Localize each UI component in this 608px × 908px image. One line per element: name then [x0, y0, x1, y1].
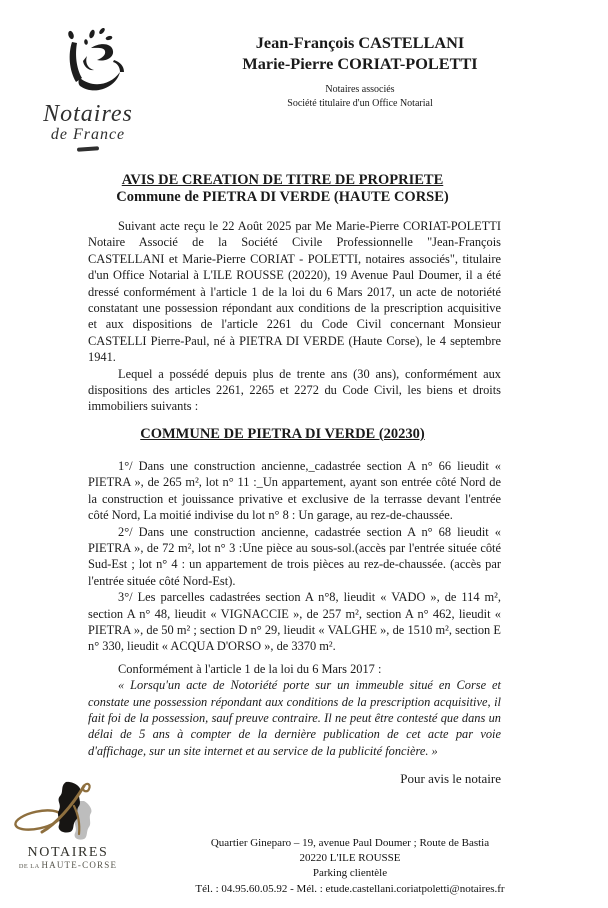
office-subtitle-associes: Notaires associés: [325, 84, 395, 95]
legal-quote: « Lorsqu'un acte de Notoriété porte sur un immeuble situé en Corse et constate une possession répondant aux conditions de la prescription acquisitive, il fait foi de la possession, sauf preuve contraire. Il ne peut être contesté que dans un délai de 5 ans à compter de la dernière publication de cet acte par voie d'affichage, sur un site internet et au service de la publicité foncière. »: [88, 678, 501, 758]
section-heading-text: COMMUNE DE PIETRA DI VERDE (20230): [140, 425, 425, 442]
office-names: [218, 32, 502, 110]
footer-contact-line: Tél. : 04.95.60.05.92 - Mél. : etude.castellani.coriatpoletti@notaires.fr: [195, 882, 505, 895]
footer-address-parking: Parking clientèle: [312, 867, 388, 880]
footer-logo-dela-text: DE LA: [18, 863, 42, 870]
footer-address-block: [150, 836, 550, 897]
notaires-de-france-emblem-icon: [42, 28, 134, 100]
footer-logo-hautecorse-text: HAUTE-CORSE: [41, 860, 118, 870]
footer-logo-region-text: [10, 860, 126, 872]
footer-address-city: 20220 L'ILE ROUSSE: [299, 852, 401, 865]
office-subtitle-societe: Société titulaire d'un Office Notarial: [287, 97, 433, 109]
corsica-emblem-icon: [14, 780, 122, 840]
notary-name-1: Jean-François CASTELLANI: [255, 33, 465, 52]
logo-dash: [77, 146, 99, 152]
logo-text-de-france: de France: [50, 126, 126, 143]
notaires-de-france-logo: [28, 28, 148, 151]
document-title: AVIS DE CREATION DE TITRE DE PROPRIETE: [121, 172, 444, 188]
paragraph-parcelles: 3°/ Les parcelles cadastrées section A n°8, lieudit « VADO », de 114 m², section A n° 48, lieudit « VIGNACCIE », de 257 m², section A n° 462, lieudit « PIETRA », de 50 m² ; section D n° 29, lieudit « VALGHE », de 1510 m², section E n° 330, lieudit « ACQUA D'ORSO », de 3370 m².: [88, 590, 501, 654]
signoff: Pour avis le notaire: [400, 771, 501, 787]
document-title-block: [88, 172, 501, 206]
paragraph-acte: Suivant acte reçu le 22 Août 2025 par Me Marie-Pierre CORIAT-POLETTI Notaire Associé de la Société Civile Professionnelle "Jean-François CASTELLANI et Marie-Pierre CORIAT - POLETTI, notaires associés", titulaire d'un Office Notarial à L'ILE ROUSSE (20220), 19 Avenue Paul Doumer, il a été dressé conformément à l'article 1 de la loi du 6 Mars 2017, un acte de notoriété constatant une possession répondant aux conditions de la prescription acquisitive et aux dispositions de l'article 2261 du Code Civil concernant Monsieur CASTELLI Pierre-Paul, né à PIETRA DI VERDE (Haute Corse), le 4 septembre 1941.: [88, 219, 501, 365]
document-body: [88, 172, 501, 788]
paragraph-conformement: Conformément à l'article 1 de la loi du 6 Mars 2017 :: [118, 661, 382, 676]
paragraph-lot-2: 2°/ Dans une construction ancienne, cadastrée section A n° 68 lieudit « PIETRA », de 72 m², lot n° 3 :Une pièce au sous-sol.(accès par l'entrée située côté Sud-Est ; lot n° 4 : un appartement de trois pièces au rez-de-chaussée. (accès par l'entrée située côté Nord-Est).: [88, 524, 501, 588]
section-heading-commune: [88, 426, 501, 443]
paragraph-possession: Lequel a possédé depuis plus de trente ans (30 ans), conformément aux dispositions des articles 2261, 2265 et 2272 du Code Civil, les biens et droits immobiliers suivants :: [88, 366, 501, 414]
notary-name-2: Marie-Pierre CORIAT-POLETTI: [242, 54, 478, 73]
notaires-haute-corse-logo: [10, 780, 126, 872]
paragraph-lot-1: 1°/ Dans une construction ancienne,_cadastrée section A n° 66 lieudit « PIETRA », de 265 m², lot n° 11 :_Un appartement, ayant son entrée côté Nord de la construction et jouissance privative et exclusive de la terrasse devant l'entrée côté Nord, La moitié indivise du lot n° 8 : Un garage, au rez-de-chaussée.: [88, 458, 501, 523]
logo-text-notaires: Notaires: [43, 101, 133, 127]
document-subtitle: Commune de PIETRA DI VERDE (HAUTE CORSE): [116, 189, 449, 205]
footer-logo-notaires-text: NOTAIRES: [27, 845, 109, 860]
footer-address-line1: Quartier Gineparo – 19, avenue Paul Doumer ; Route de Bastia: [210, 837, 490, 849]
